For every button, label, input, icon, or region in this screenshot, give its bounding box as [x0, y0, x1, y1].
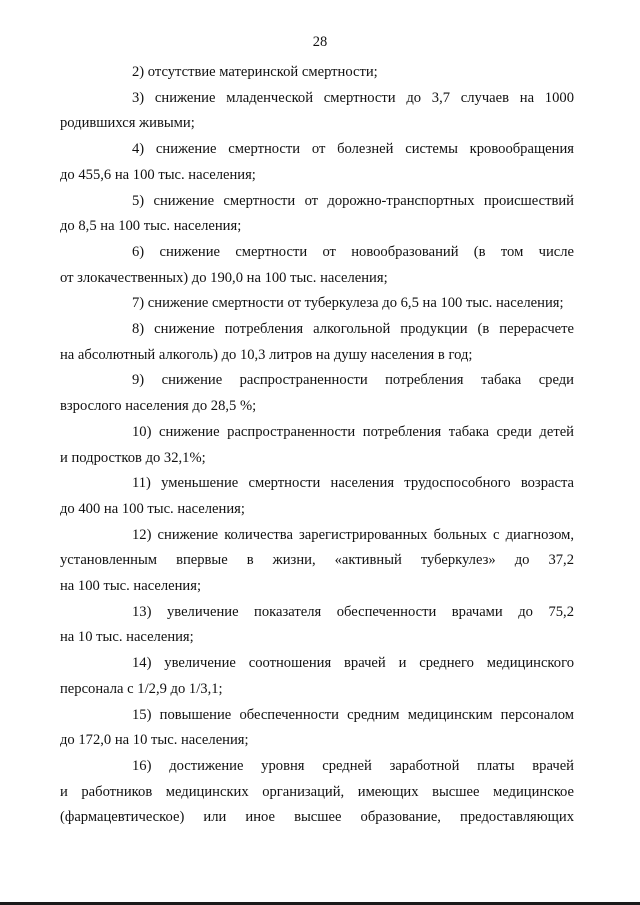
text-line: до 172,0 на 10 тыс. населения; [60, 732, 249, 749]
text-line: от злокачественных) до 190,0 на 100 тыс. населения; [60, 269, 388, 286]
list-item-paragraph [60, 600, 574, 651]
text-line: 11) уменьшение смертности населения трудоспособного возраста [132, 475, 574, 492]
list-item-paragraph [96, 291, 574, 317]
text-line: 10) снижение распространенности потребления табака среди детей [132, 423, 574, 440]
list-item-paragraph [60, 754, 574, 831]
text-line: до 8,5 на 100 тыс. населения; [60, 218, 242, 235]
text-line: 5) снижение смертности от дорожно-транспортных происшествий [132, 192, 574, 209]
text-line: и подростков до 32,1%; [60, 449, 206, 466]
text-line: 6) снижение смертности от новообразований (в том числе [132, 243, 574, 260]
text-line: до 400 на 100 тыс. населения; [60, 500, 245, 517]
list-item-paragraph [60, 368, 574, 419]
text-line: персонала с 1/2,9 до 1/3,1; [60, 680, 223, 697]
text-line: взрослого населения до 28,5 %; [60, 398, 257, 415]
list-item-paragraph [60, 189, 574, 240]
list-item-paragraph [60, 471, 574, 522]
text-line: 15) повышение обеспеченности средним медицинским персоналом [132, 706, 574, 723]
list-item-paragraph [60, 317, 574, 368]
list-item-paragraph [60, 137, 574, 188]
text-line: 2) отсутствие материнской смертности; [132, 64, 378, 80]
text-line: до 455,6 на 100 тыс. населения; [60, 166, 256, 183]
text-line: 8) снижение потребления алкогольной продукции (в перерасчете [132, 321, 574, 338]
list-item-paragraph [60, 86, 574, 137]
list-item-paragraph [96, 60, 574, 86]
text-line: (фармацевтическое) или иное высшее образование, предоставляющих [60, 809, 574, 826]
list-item-paragraph [60, 651, 574, 702]
list-item-paragraph [60, 703, 574, 754]
text-line: 16) достижение уровня средней заработной платы врачей [132, 757, 574, 774]
text-line: 12) снижение количества зарегистрированных больных с диагнозом, [132, 526, 574, 543]
text-line: на 100 тыс. населения; [60, 578, 201, 595]
list-item-paragraph [60, 420, 574, 471]
text-line: и работников медицинских организаций, имеющих высшее медицинское [60, 783, 574, 800]
document-body [60, 60, 574, 831]
text-line: установленным впервые в жизни, «активный туберкулез» до 37,2 [60, 552, 574, 569]
text-line: 3) снижение младенческой смертности до 3,7 случаев на 1000 [132, 89, 574, 106]
text-line: 9) снижение распространенности потребления табака среди [132, 372, 574, 389]
page-number: 28 [312, 34, 328, 50]
text-line: 4) снижение смертности от болезней системы кровообращения [132, 141, 574, 158]
text-line: 7) снижение смертности от туберкулеза до 6,5 на 100 тыс. населения; [132, 295, 564, 312]
list-item-paragraph [60, 240, 574, 291]
text-line: на 10 тыс. населения; [60, 629, 194, 646]
text-line: родившихся живыми; [60, 115, 195, 132]
text-line: 14) увеличение соотношения врачей и среднего медицинского [132, 655, 574, 672]
list-item-paragraph [60, 523, 574, 600]
text-line: на абсолютный алкоголь) до 10,3 литров на душу населения в год; [60, 346, 473, 363]
text-line: 13) увеличение показателя обеспеченности врачами до 75,2 [132, 603, 574, 620]
